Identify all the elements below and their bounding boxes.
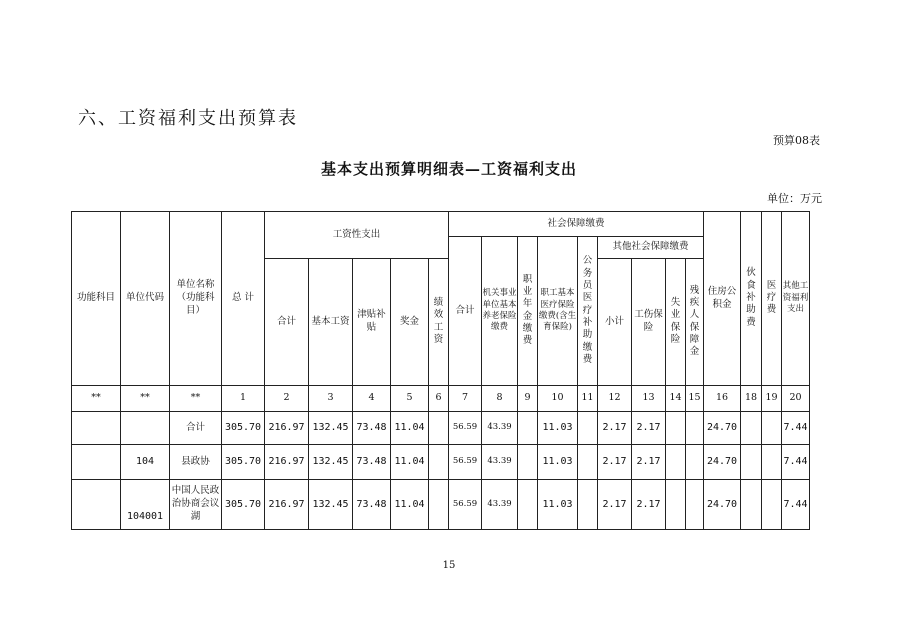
index-cell: 10 <box>538 386 578 412</box>
table-row <box>72 412 810 445</box>
index-cell: 4 <box>353 386 391 412</box>
cell-wage-total: 216.97 <box>265 445 309 480</box>
cell-housing: 24.70 <box>704 412 741 445</box>
cell-total: 305.70 <box>222 480 265 530</box>
cell-social-total: 56.59 <box>449 445 482 480</box>
header-unit-code: 单位代码 <box>121 212 170 386</box>
cell-bonus: 11.04 <box>391 445 429 480</box>
cell-code <box>121 412 170 445</box>
cell-name: 中国人民政治协商会议湖 <box>170 480 222 530</box>
header-basic-wage: 基本工资 <box>309 259 353 386</box>
index-row <box>72 386 810 412</box>
cell-allowance: 73.48 <box>353 445 391 480</box>
header-med-exp: 医疗费 <box>766 279 777 316</box>
header-meal: 伙食补助费 <box>746 267 756 328</box>
cell-social-total: 56.59 <box>449 412 482 445</box>
index-cell: 11 <box>578 386 598 412</box>
cell-code: 104001 <box>121 480 170 530</box>
cell-meal <box>741 480 762 530</box>
page-number: 15 <box>442 560 456 571</box>
header-annuity: 职业年金缴费 <box>522 273 533 347</box>
cell-meal <box>741 412 762 445</box>
cell-name: 合计 <box>170 412 222 445</box>
cell-civil-med <box>578 412 598 445</box>
cell-wage-total: 216.97 <box>265 480 309 530</box>
cell-meal <box>741 445 762 480</box>
cell-medical: 11.03 <box>538 480 578 530</box>
header-total: 总 计 <box>222 212 265 386</box>
cell-housing: 24.70 <box>704 480 741 530</box>
index-cell: 9 <box>518 386 538 412</box>
header-other-social-group: 其他社会保障缴费 <box>598 237 704 259</box>
cell-social-total: 56.59 <box>449 480 482 530</box>
header-disability: 残疾人保障金 <box>689 284 700 358</box>
header-other-subtotal: 小计 <box>598 259 632 386</box>
index-cell: 6 <box>429 386 449 412</box>
header-allowance: 津贴补贴 <box>353 259 391 386</box>
cell-allowance: 73.48 <box>353 480 391 530</box>
cell-total: 305.70 <box>222 412 265 445</box>
cell-injury: 2.17 <box>632 445 666 480</box>
cell-basic: 132.45 <box>309 412 353 445</box>
cell-housing: 24.70 <box>704 445 741 480</box>
header-social-total: 合计 <box>449 237 482 386</box>
cell-civil-med <box>578 480 598 530</box>
cell-bonus: 11.04 <box>391 412 429 445</box>
cell-other-sub: 2.17 <box>598 480 632 530</box>
cell-med-exp <box>762 412 782 445</box>
cell-medical: 11.03 <box>538 445 578 480</box>
index-cell: 20 <box>782 386 810 412</box>
cell-disab <box>686 445 704 480</box>
table-row <box>72 480 810 530</box>
cell-other-welfare: 7.44 <box>782 412 810 445</box>
cell-basic: 132.45 <box>309 480 353 530</box>
cell-other-sub: 2.17 <box>598 412 632 445</box>
header-other-welfare: 其他工资福利支出 <box>782 212 810 386</box>
cell-disab <box>686 412 704 445</box>
cell-annuity <box>518 412 538 445</box>
cell-pension: 43.39 <box>482 445 518 480</box>
cell-unemp <box>666 412 686 445</box>
cell-name: 县政协 <box>170 445 222 480</box>
cell-allowance: 73.48 <box>353 412 391 445</box>
cell-other-welfare: 7.44 <box>782 480 810 530</box>
header-perf-wage: 绩效工资 <box>433 297 444 346</box>
cell-other-sub: 2.17 <box>598 445 632 480</box>
cell-func <box>72 412 121 445</box>
header-medical: 职工基本医疗保险缴费(含生育保险) <box>538 237 578 386</box>
header-civil-medical: 公务员医疗补助缴费 <box>582 255 593 365</box>
header-unemployment: 失业保险 <box>670 297 681 346</box>
index-cell: 14 <box>666 386 686 412</box>
header-unit-name: 单位名称（功能科目） <box>170 212 222 386</box>
index-cell: 16 <box>704 386 741 412</box>
index-cell: 7 <box>449 386 482 412</box>
cell-med-exp <box>762 445 782 480</box>
cell-medical: 11.03 <box>538 412 578 445</box>
cell-unemp <box>666 480 686 530</box>
header-housing: 住房公积金 <box>704 212 741 386</box>
cell-med-exp <box>762 480 782 530</box>
index-cell: ** <box>72 386 121 412</box>
cell-injury: 2.17 <box>632 412 666 445</box>
unit-label: 单位：万元 <box>767 192 822 205</box>
form-number: 预算08表 <box>773 134 820 147</box>
header-bonus: 奖金 <box>391 259 429 386</box>
index-cell: 13 <box>632 386 666 412</box>
cell-code: 104 <box>121 445 170 480</box>
cell-total: 305.70 <box>222 445 265 480</box>
header-wage-total: 合计 <box>265 259 309 386</box>
cell-perf <box>429 445 449 480</box>
cell-perf <box>429 412 449 445</box>
table-title: 基本支出预算明细表—工资福利支出 <box>320 160 577 178</box>
cell-func <box>72 480 121 530</box>
cell-annuity <box>518 445 538 480</box>
index-cell: 19 <box>762 386 782 412</box>
cell-func <box>72 445 121 480</box>
index-cell: 2 <box>265 386 309 412</box>
cell-civil-med <box>578 445 598 480</box>
table-row <box>72 445 810 480</box>
cell-other-welfare: 7.44 <box>782 445 810 480</box>
cell-disab <box>686 480 704 530</box>
index-cell: 8 <box>482 386 518 412</box>
cell-pension: 43.39 <box>482 480 518 530</box>
cell-basic: 132.45 <box>309 445 353 480</box>
index-cell: 15 <box>686 386 704 412</box>
cell-annuity <box>518 480 538 530</box>
cell-unemp <box>666 445 686 480</box>
header-wage-group: 工资性支出 <box>265 212 449 259</box>
cell-injury: 2.17 <box>632 480 666 530</box>
header-injury: 工伤保险 <box>632 259 666 386</box>
wage-welfare-table <box>71 211 810 530</box>
header-pension: 机关事业单位基本养老保险缴费 <box>482 237 518 386</box>
cell-bonus: 11.04 <box>391 480 429 530</box>
index-cell: 18 <box>741 386 762 412</box>
index-cell: ** <box>170 386 222 412</box>
index-cell: 5 <box>391 386 429 412</box>
cell-pension: 43.39 <box>482 412 518 445</box>
index-cell: ** <box>121 386 170 412</box>
cell-perf <box>429 480 449 530</box>
index-cell: 3 <box>309 386 353 412</box>
header-social-group: 社会保障缴费 <box>449 212 704 237</box>
index-cell: 12 <box>598 386 632 412</box>
cell-wage-total: 216.97 <box>265 412 309 445</box>
header-func-subject: 功能科目 <box>72 212 121 386</box>
section-title: 六、工资福利支出预算表 <box>78 108 298 129</box>
index-cell: 1 <box>222 386 265 412</box>
